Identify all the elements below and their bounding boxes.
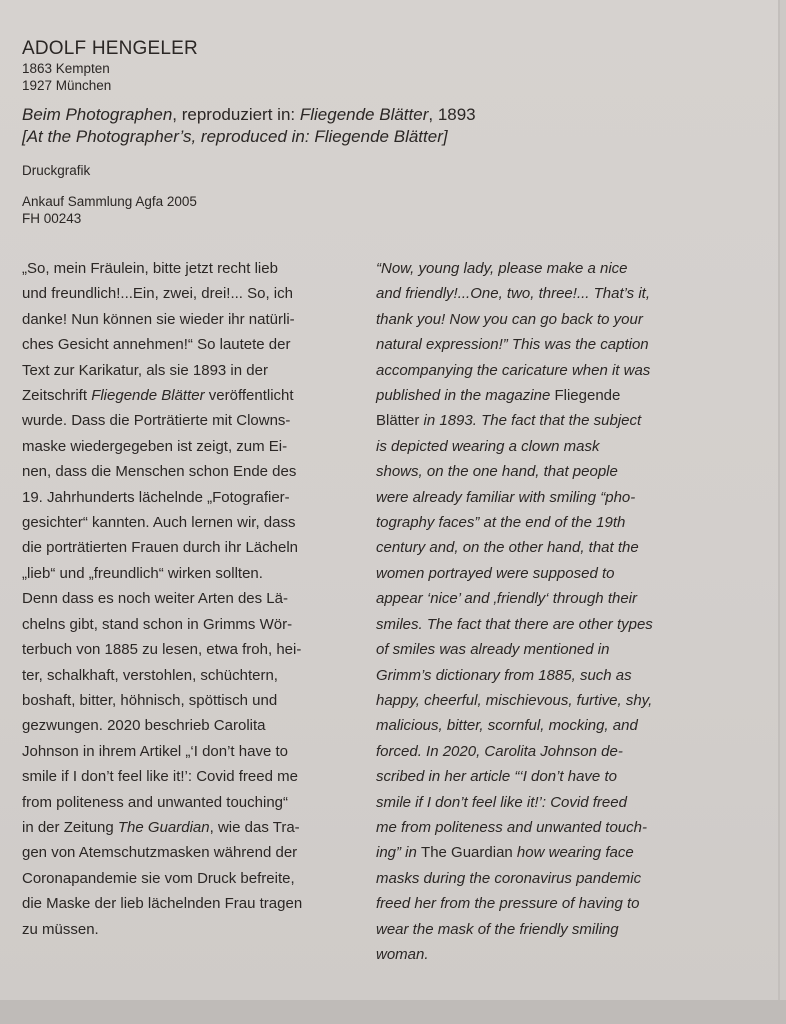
en-line: smile if I don’t feel like it!’: Covid freed bbox=[376, 793, 627, 811]
de-line: chelns gibt, stand schon in Grimms Wör- bbox=[22, 615, 293, 633]
en-line: of smiles was already mentioned in bbox=[376, 641, 610, 659]
de-newspaper-name: The Guardian bbox=[117, 818, 210, 836]
de-line bbox=[22, 815, 362, 840]
title-de-work: Beim Photographen bbox=[22, 105, 173, 124]
en-line bbox=[376, 840, 721, 865]
de-line: Denn dass es noch weiter Arten des Lä- bbox=[22, 590, 288, 608]
de-line: boshaft, bitter, höhnisch, spöttisch und bbox=[22, 691, 278, 709]
de-line: terbuch von 1885 zu lesen, etwa froh, hei- bbox=[22, 641, 302, 659]
artwork-title-german bbox=[22, 104, 762, 126]
acquisition-info bbox=[22, 193, 762, 227]
de-line: ches Gesicht annehmen!“ So lautete der bbox=[22, 336, 291, 354]
en-line: smiles. The fact that there are other types bbox=[376, 615, 653, 633]
en-line: appear ‘nice’ and ‚friendly‘ through their bbox=[376, 590, 637, 608]
artist-name: ADOLF HENGELER bbox=[22, 38, 198, 59]
de-line: „lieb“ und „freundlich“ wirken sollten. bbox=[22, 564, 263, 582]
en-line: woman. bbox=[376, 945, 429, 963]
en-line: and friendly!...One, two, three!... That’s it, bbox=[376, 285, 651, 303]
de-line: Coronapandemie sie vom Druck befreite, bbox=[22, 869, 295, 887]
en-line: “Now, young lady, please make a nice bbox=[376, 260, 628, 277]
de-line: die porträtierten Frauen durch ihr Lächeln bbox=[22, 539, 298, 557]
en-line: century and, on the other hand, that the bbox=[376, 539, 639, 557]
inventory-number: FH 00243 bbox=[22, 211, 82, 226]
de-line: und freundlich!...Ein, zwei, drei!... So, ich bbox=[22, 285, 293, 303]
en-line: accompanying the caricature when it was bbox=[376, 361, 651, 379]
en-magazine-name-part1: Fliegende bbox=[554, 387, 621, 405]
en-line: were already familiar with smiling “pho- bbox=[376, 488, 636, 506]
title-de-middle: , reproduziert in: bbox=[172, 105, 300, 124]
de-line: die Maske der lieb lächelnden Frau tragen bbox=[22, 895, 303, 913]
de-line-tail: , wie das Tra- bbox=[209, 818, 300, 836]
en-line: forced. In 2020, Carolita Johnson de- bbox=[376, 742, 623, 760]
en-line: happy, cheerful, mischievous, furtive, shy, bbox=[376, 691, 653, 709]
en-line: scribed in her article “‘I don’t have to bbox=[376, 768, 617, 786]
label-header bbox=[22, 38, 762, 227]
title-de-publication: Fliegende Blätter bbox=[299, 105, 429, 124]
en-line: thank you! Now you can go back to your bbox=[376, 310, 643, 328]
de-line-tail: veröffentlicht bbox=[204, 387, 294, 405]
wall-shadow bbox=[0, 1000, 786, 1024]
en-line: is depicted wearing a clown mask bbox=[376, 437, 600, 455]
en-line-tail: in 1893. The fact that the subject bbox=[419, 412, 642, 430]
en-line: Grimm’s dictionary from 1885, such as bbox=[376, 666, 632, 684]
de-line bbox=[22, 383, 362, 408]
de-line-lead: in der Zeitung bbox=[22, 818, 118, 836]
de-line: nen, dass die Menschen schon Ende des bbox=[22, 463, 297, 481]
de-line: ter, schalkhaft, verstohlen, schüchtern, bbox=[22, 666, 278, 684]
de-line: from politeness and unwanted touching“ bbox=[22, 793, 289, 811]
artwork-title-english: [At the Photographer’s, reproduced in: Fliegende Blätter] bbox=[22, 127, 448, 146]
en-line: wear the mask of the friendly smiling bbox=[376, 920, 619, 938]
en-line-tail: how wearing face bbox=[512, 844, 634, 862]
acquisition-credit: Ankauf Sammlung Agfa 2005 bbox=[22, 194, 197, 209]
de-line: smile if I don’t feel like it!’: Covid freed me bbox=[22, 768, 298, 786]
english-description bbox=[376, 256, 721, 967]
en-line bbox=[376, 408, 721, 433]
en-line: shows, on the one hand, that people bbox=[376, 463, 618, 481]
de-line: Johnson in ihrem Artikel „‘I don’t have to bbox=[22, 742, 288, 760]
en-line: masks during the coronavirus pandemic bbox=[376, 869, 642, 887]
en-line: malicious, bitter, scornful, mocking, and bbox=[376, 717, 638, 735]
en-line-lead: published in the magazine bbox=[376, 387, 555, 405]
de-line: 19. Jahrhunderts lächelnde „Fotografier- bbox=[22, 488, 290, 506]
de-line: „So, mein Fräulein, bitte jetzt recht lieb bbox=[22, 260, 278, 277]
de-line-lead: Zeitschrift bbox=[22, 387, 92, 405]
en-newspaper-name: The Guardian bbox=[421, 844, 513, 862]
artist-death: 1927 München bbox=[22, 78, 112, 93]
title-de-year: , 1893 bbox=[428, 105, 476, 124]
en-line: me from politeness and unwanted touch- bbox=[376, 818, 647, 836]
de-magazine-name: Fliegende Blätter bbox=[91, 387, 205, 405]
de-line: gesichter“ kannten. Auch lernen wir, dass bbox=[22, 514, 296, 532]
de-line: danke! Nun können sie wieder ihr natürli- bbox=[22, 310, 295, 328]
artist-birth: 1863 Kempten bbox=[22, 61, 110, 76]
en-line: natural expression!” This was the caption bbox=[376, 336, 649, 354]
de-line: maske wiedergegeben ist zeigt, zum Ei- bbox=[22, 437, 288, 455]
en-line bbox=[376, 383, 721, 408]
en-line: women portrayed were supposed to bbox=[376, 564, 615, 582]
german-description bbox=[22, 256, 362, 942]
de-line: wurde. Dass die Porträtierte mit Clowns- bbox=[22, 412, 291, 430]
de-line: gezwungen. 2020 beschrieb Carolita bbox=[22, 717, 266, 735]
de-line: zu müssen. bbox=[22, 920, 99, 938]
en-magazine-name-part2: Blätter bbox=[376, 412, 420, 430]
artwork-medium: Druckgrafik bbox=[22, 163, 91, 178]
de-line: gen von Atemschutzmasken während der bbox=[22, 844, 298, 862]
en-line: freed her from the pressure of having to bbox=[376, 895, 640, 913]
de-line: Text zur Karikatur, als sie 1893 in der bbox=[22, 361, 268, 379]
en-line-lead: ing” in bbox=[376, 844, 422, 862]
en-line: tography faces” at the end of the 19th bbox=[376, 514, 626, 532]
